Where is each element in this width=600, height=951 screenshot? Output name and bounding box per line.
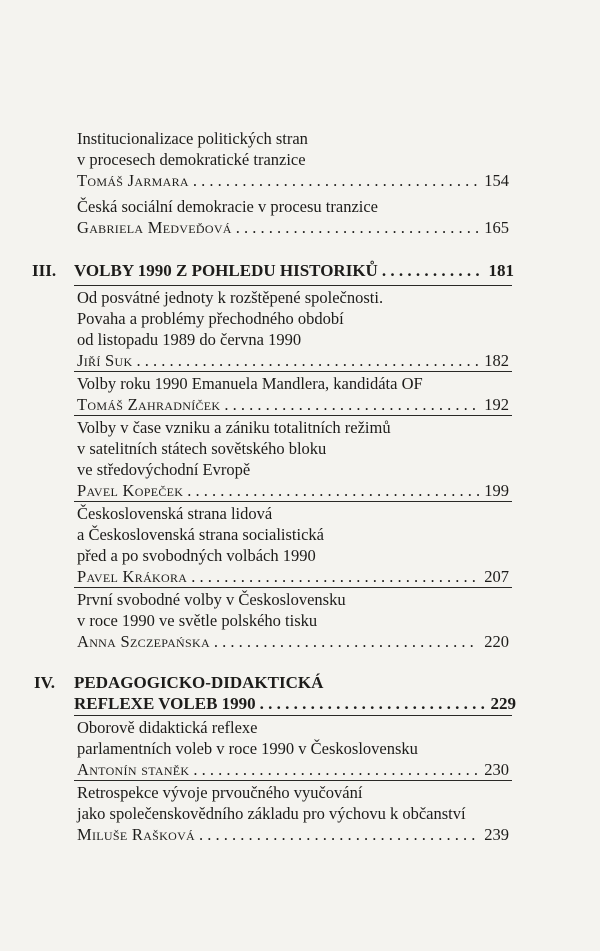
section-heading bbox=[34, 672, 516, 714]
entry-title-line: a Československá strana socialistická bbox=[77, 525, 324, 544]
entry-author-line bbox=[77, 631, 509, 652]
entry-page-number: 239 bbox=[484, 825, 509, 844]
toc-entry bbox=[77, 373, 509, 415]
entry-title-line: před a po svobodných volbách 1990 bbox=[77, 546, 316, 565]
dot-leader bbox=[193, 170, 479, 191]
dot-leader bbox=[136, 350, 479, 371]
toc-entry bbox=[77, 128, 509, 191]
entry-page-number: 199 bbox=[484, 481, 509, 500]
dot-leader bbox=[199, 824, 479, 845]
dot-leader bbox=[191, 566, 479, 587]
entry-page-number: 192 bbox=[484, 395, 509, 414]
section-number: IV. bbox=[34, 673, 55, 692]
entry-title-line: Česká sociální demokracie v procesu tranzice bbox=[77, 197, 378, 216]
entry-page-number: 182 bbox=[484, 351, 509, 370]
section-title: PEDAGOGICKO-DIDAKTICKÁ bbox=[74, 673, 324, 692]
entry-divider bbox=[74, 501, 512, 502]
entry-author-line bbox=[77, 394, 509, 415]
entry-author: Pavel Krákora bbox=[77, 567, 188, 586]
entry-title-line: od listopadu 1989 do června 1990 bbox=[77, 330, 302, 349]
entry-author-line bbox=[77, 566, 509, 587]
entry-author: Tomáš Jarmara bbox=[77, 171, 189, 190]
entry-title-line: v satelitních státech sovětského bloku bbox=[77, 439, 327, 458]
entry-divider bbox=[74, 371, 512, 372]
section-heading-line bbox=[32, 260, 514, 281]
entry-author: Tomáš Zahradníček bbox=[77, 395, 221, 414]
entry-author-line bbox=[77, 759, 509, 780]
entry-title-line: Od posvátné jednoty k rozštěpené společnosti. bbox=[77, 288, 384, 307]
section-page-number: 229 bbox=[490, 694, 516, 713]
entry-title-line: ve středovýchodní Evropě bbox=[77, 460, 251, 479]
dot-leader bbox=[224, 394, 479, 415]
entry-divider bbox=[74, 415, 512, 416]
dot-leader bbox=[382, 260, 484, 281]
toc-entry bbox=[77, 196, 509, 238]
section-page-number: 181 bbox=[488, 261, 514, 280]
entry-title-line: jako společenskovědního základu pro výchovu k občanství bbox=[77, 804, 466, 823]
entry-title-line: První svobodné volby v Československu bbox=[77, 590, 346, 609]
entry-author: Antonín staněk bbox=[77, 760, 190, 779]
entry-author-line bbox=[77, 170, 509, 191]
section-heading-line bbox=[34, 693, 516, 714]
entry-divider bbox=[74, 587, 512, 588]
dot-leader bbox=[236, 217, 479, 238]
entry-page-number: 230 bbox=[484, 760, 509, 779]
section-title: VOLBY 1990 Z POHLEDU HISTORIKŮ bbox=[74, 261, 378, 280]
section-number: III. bbox=[32, 261, 57, 280]
section-heading-line bbox=[34, 672, 516, 693]
entry-author: Pavel Kopeček bbox=[77, 481, 184, 500]
entry-page-number: 207 bbox=[484, 567, 509, 586]
entry-page-number: 165 bbox=[484, 218, 509, 237]
toc-entry bbox=[77, 589, 509, 652]
entry-author: Anna Szczepańska bbox=[77, 632, 210, 651]
entry-title-line: Volby roku 1990 Emanuela Mandlera, kandidáta OF bbox=[77, 374, 423, 393]
entry-page-number: 154 bbox=[484, 171, 509, 190]
section-heading bbox=[32, 260, 514, 281]
dot-leader bbox=[260, 693, 486, 714]
dot-leader bbox=[187, 480, 479, 501]
entry-title-line: v roce 1990 ve světle polského tisku bbox=[77, 611, 318, 630]
toc-entry bbox=[77, 287, 509, 371]
entry-title-line: Volby v čase vzniku a zániku totalitních režimů bbox=[77, 418, 391, 437]
dot-leader bbox=[214, 631, 479, 652]
entry-title-line: Povaha a problémy přechodného období bbox=[77, 309, 344, 328]
entry-author-line bbox=[77, 480, 509, 501]
section-title: REFLEXE VOLEB 1990 bbox=[74, 694, 256, 713]
section-divider bbox=[74, 285, 512, 286]
entry-divider bbox=[74, 780, 512, 781]
entry-title-line: Institucionalizace politických stran bbox=[77, 129, 308, 148]
entry-author: Miluše Rašková bbox=[77, 825, 196, 844]
toc-entry bbox=[77, 503, 509, 587]
toc-entry bbox=[77, 717, 509, 780]
entry-page-number: 220 bbox=[484, 632, 509, 651]
entry-title-line: Oborově didaktická reflexe bbox=[77, 718, 258, 737]
entry-author: Gabriela Medveďová bbox=[77, 218, 232, 237]
entry-title-line: Československá strana lidová bbox=[77, 504, 273, 523]
section-divider bbox=[74, 715, 512, 716]
entry-title-line: parlamentních voleb v roce 1990 v Československu bbox=[77, 739, 418, 758]
entry-title-line: v procesech demokratické tranzice bbox=[77, 150, 306, 169]
toc-entry bbox=[77, 417, 509, 501]
entry-author: Jiří Suk bbox=[77, 351, 133, 370]
entry-author-line bbox=[77, 217, 509, 238]
dot-leader bbox=[193, 759, 479, 780]
entry-title-line: Retrospekce vývoje prvoučného vyučování bbox=[77, 783, 363, 802]
entry-author-line bbox=[77, 350, 509, 371]
toc-entry bbox=[77, 782, 509, 845]
entry-author-line bbox=[77, 824, 509, 845]
